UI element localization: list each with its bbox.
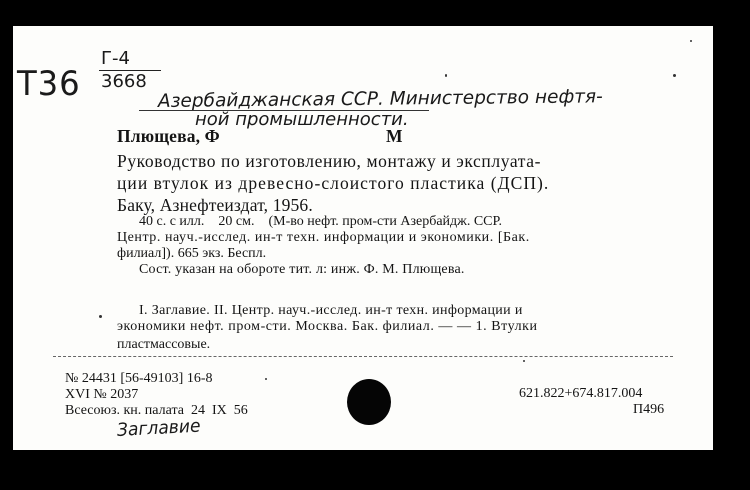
catalog-card [13,26,713,450]
punch-hole [347,379,391,425]
tracing-line-3: пластмассовые. [117,337,211,352]
tracing-line-2: экономики нефт. пром-сти. Москва. Бак. филиал. — — 1. Втулки [117,319,538,334]
scan-speck [445,74,447,77]
book-chamber-date: Всесоюз. кн. палата 24 IX 56 [65,403,248,418]
author-name: Плющева, Ф [117,126,220,146]
scan-speck [690,40,692,42]
title-line-2: ции втулок из древесно-слоистого пластика (ДСП). [117,173,550,193]
scan-dash-line [53,356,673,358]
record-number: № 24431 [56-49103] 16-8 [65,371,213,386]
signature: Заглавие [116,415,201,441]
classification-index: 621.822+674.817.004 [519,386,643,401]
scan-speck [265,378,267,380]
author-initial: М [386,126,403,146]
compiler-note: Сост. указан на обороте тит. л: инж. Ф. М. Плющева. [139,262,465,277]
title-line-1: Руководство по изготовлению, монтажу и эксплуата- [117,151,542,171]
scan-speck [673,74,676,77]
series-number: XVI № 2037 [65,387,139,402]
scan-speck [99,315,102,318]
author-mark: П496 [633,402,665,417]
description-line-1: 40 с. с илл. 20 см. (М-во нефт. пром-сти Азербайдж. ССР. [139,214,503,229]
title-line-3: Баку, Азнефтеиздат, 1956. [117,195,313,215]
shelf-number: 3668 [101,71,147,92]
tracing-line-1: I. Заглавие. II. Центр. науч.-исслед. ин-т техн. информации и [139,303,523,318]
handwritten-heading: Азербайджанская ССР. Министерство нефтя- [157,86,603,112]
description-line-3: филиал]). 665 экз. Беспл. [117,246,267,261]
description-line-2: Центр. науч.-исслед. ин-т техн. информации и экономики. [Бак. [117,230,530,245]
scan-speck [523,360,525,362]
shelf-code: Г-4 [101,48,130,69]
call-number: Т36 [17,64,81,104]
handwritten-heading-cont: ной промышленности. [195,109,409,130]
